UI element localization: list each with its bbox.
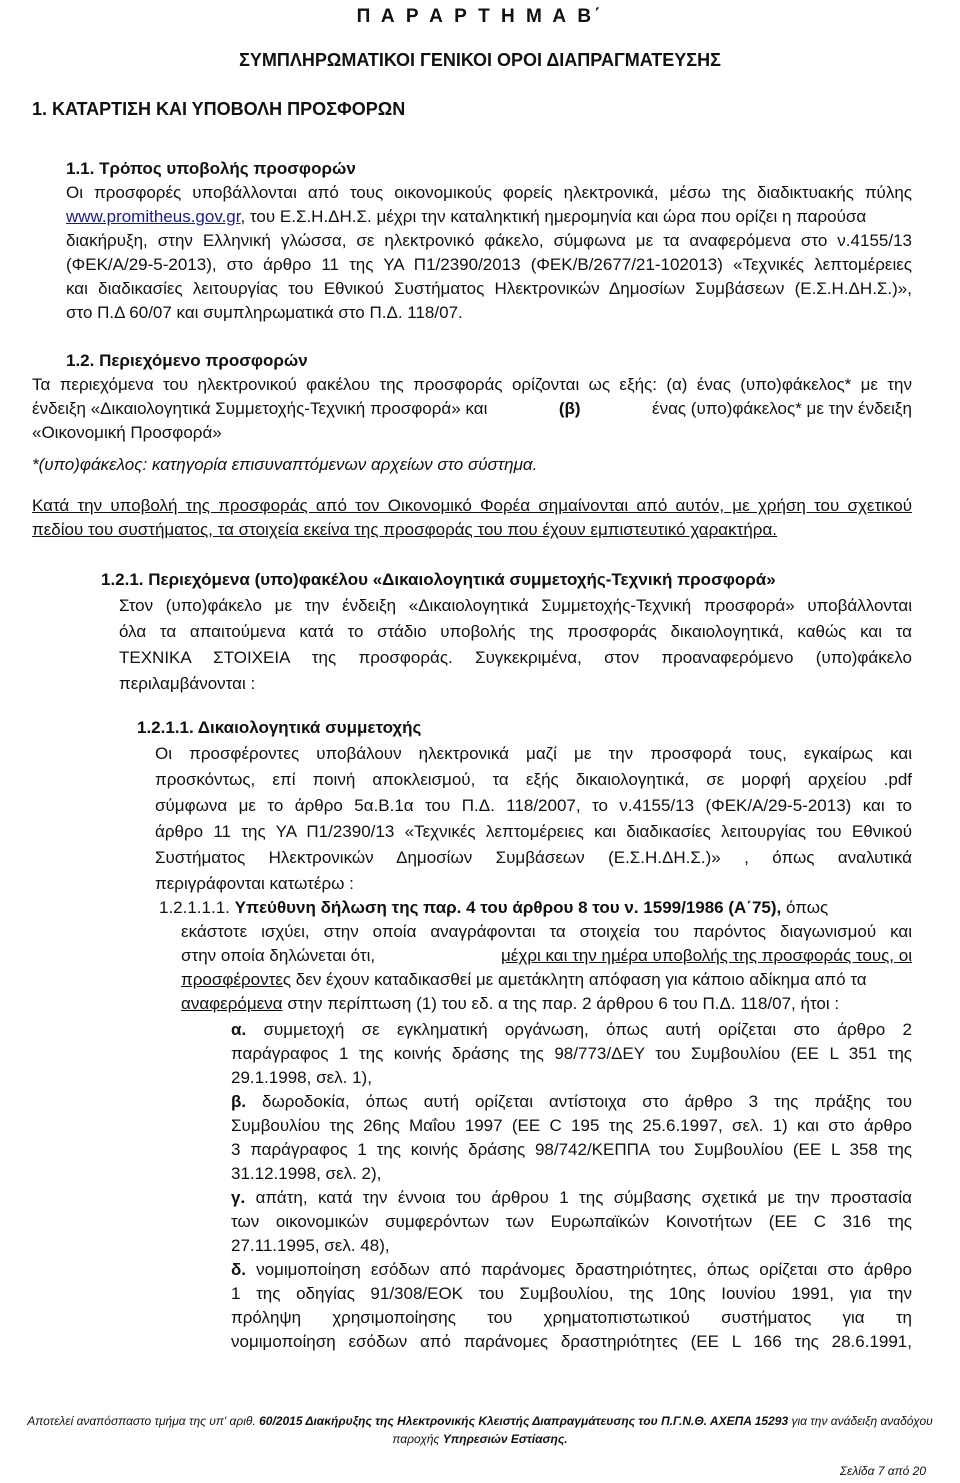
- paragraph-line: εκάστοτε ισχύει, στην οποία αναγράφονται τα στοιχεία του παρόντος διαγωνισμού και: [181, 922, 912, 941]
- footer-line: [0, 1413, 960, 1429]
- paragraph-line: [181, 992, 912, 1016]
- paragraph-text: νομιμοποίηση εσόδων από παράνομες δραστηριότητες, όπως ορίζεται στο άρθρο: [246, 1260, 912, 1279]
- paragraph-line: Οι προσφορές υποβάλλονται από τους οικονομικούς φορείς ηλεκτρονικά, μέσω της διαδικτυακής πύλης: [66, 183, 912, 202]
- paragraph-line: 31.12.1998, σελ. 2),: [231, 1164, 382, 1183]
- paragraph-text: στην οποία δηλώνεται ότι,: [181, 946, 376, 965]
- section-1-heading: 1. ΚΑΤΑΡΤΙΣΗ ΚΑΙ ΥΠΟΒΟΛΗ ΠΡΟΣΦΟΡΩΝ: [32, 99, 406, 119]
- paragraph-line: [181, 944, 912, 968]
- paragraph-line: 3 παράγραφος 1 της κοινής δράσης 98/742/ΚΕΠΠΑ του Συμβουλίου (ΕΕ L 358 της: [231, 1140, 912, 1159]
- list-item: [231, 1018, 912, 1042]
- paragraph-line: Συμβουλίου της 26ης Μαΐου 1997 (ΕΕ C 195 της 25.6.1997, σελ. 1) και στο άρθρο: [231, 1116, 912, 1135]
- paragraph-line: Τα περιεχόμενα του ηλεκτρονικού φακέλου της προσφοράς ορίζονται ως εξής: (α) ένας (υπο)φάκελος* με την: [32, 375, 912, 394]
- paragraph-text: ένας (υπο)φάκελος* με την ένδειξη: [651, 399, 912, 418]
- paragraph-line: περιγράφονται κατωτέρω :: [155, 874, 354, 893]
- footer-text: 60/2015: [259, 1414, 303, 1428]
- list-item: [231, 1090, 912, 1114]
- paragraph-line: 29.1.1998, σελ. 1),: [231, 1068, 372, 1087]
- promitheus-link[interactable]: www.promitheus.gov.gr: [66, 207, 241, 226]
- section-1-2-1-heading: 1.2.1. Περιεχόμενα (υπο)φακέλου «Δικαιολογητικά συμμετοχής-Τεχνική προσφορά»: [101, 570, 776, 589]
- footer-text: 15293: [754, 1414, 789, 1428]
- list-item: [231, 1258, 912, 1282]
- paragraph-line: παράγραφος 1 της κοινής δράσης της 98/773/ΔΕΥ του Συμβουλίου (ΕΕ L 351 της: [231, 1044, 912, 1063]
- paragraph-text: ένδειξη «Δικαιολογητικά Συμμετοχής-Τεχνική προσφορά» και: [32, 399, 488, 418]
- paragraph-text: ς δεν έχουν καταδικασθεί με αμετάκλητη απόφαση για κάποιο αδίκημα από τα: [282, 970, 867, 989]
- paragraph-text: συμμετοχή σε εγκληματική οργάνωση, όπως αυτή ορίζεται στο άρθρο 2: [246, 1020, 912, 1039]
- paragraph-line: άρθρο 11 της ΥΑ Π1/2390/13 «Τεχνικές λεπτομέρειες και διαδικασίες λειτουργίας του Εθνικού: [155, 822, 912, 841]
- footer-text: Αποτελεί αναπόσπαστο τμήμα της υπ' αριθ.: [27, 1414, 260, 1428]
- paragraph-line: όλα τα απαιτούμενα κατά το στάδιο υποβολής της προσφοράς δικαιολογητικά, καθώς και τα: [119, 622, 912, 641]
- paragraph-text: στην περίπτωση (1) του εδ. α της παρ. 2 άρθρου 6 του Π.Δ. 118/07, ήτοι :: [282, 994, 840, 1013]
- section-1-2-heading: 1.2. Περιεχόμενο προσφορών: [66, 351, 308, 370]
- paragraph-text: όπως: [781, 898, 829, 917]
- clause-number: 1.2.1.1.1.: [159, 898, 230, 917]
- paragraph-line: [159, 896, 912, 920]
- footnote-line: *(υπο)φάκελος: κατηγορία επισυναπτόμενων αρχείων στο σύστημα.: [32, 455, 538, 474]
- item-label: α.: [231, 1020, 247, 1039]
- paragraph-line: στο Π.Δ 60/07 και συμπληρωματικά στο Π.Δ. 118/07.: [66, 303, 463, 322]
- footer-text: για την ανάδειξη αναδόχου: [788, 1414, 933, 1428]
- underlined-text: αναφερόμενα: [181, 994, 283, 1013]
- section-1-2-1-1-heading: 1.2.1.1. Δικαιολογητικά συμμετοχής: [137, 718, 422, 737]
- paragraph-line: 27.11.1995, σελ. 48),: [231, 1236, 390, 1255]
- paragraph-line: Στον (υπο)φάκελο με την ένδειξη «Δικαιολογητικά Συμμετοχής-Τεχνική προσφορά» υποβάλλονται: [119, 596, 912, 615]
- paragraph-text: , του Ε.Σ.Η.ΔΗ.Σ. μέχρι την καταληκτική ημερομηνία και ώρα που ορίζει η παρούσα: [240, 207, 867, 226]
- paragraph-line: νομιμοποίηση εσόδων από παράνομες δραστηριότητες (ΕΕ L 166 της 28.6.1991,: [231, 1332, 912, 1351]
- paragraph-line: ΤΕΧΝΙΚΑ ΣΤΟΙΧΕΙΑ της προσφοράς. Συγκεκριμένα, στον προαναφερόμενο (υπο)φάκελο: [119, 648, 912, 667]
- paragraph-line: περιλαμβάνονται :: [119, 674, 256, 693]
- footer-text: Διακήρυξης της Ηλεκτρονικής Κλειστής Διαπραγμάτευσης του Π.Γ.Ν.Θ. ΑΧΕΠΑ: [302, 1414, 755, 1428]
- paragraph-line: (ΦΕΚ/Α/29-5-2013), στο άρθρο 11 της ΥΑ Π1/2390/2013 (ΦΕΚ/Β/2677/21-102013) «Τεχνικές λεπτομέρειες: [66, 255, 912, 274]
- paragraph-line: [66, 205, 912, 229]
- paragraph-line: σύμφωνα με το άρθρο 5α.Β.1α του Π.Δ. 118/2007, το ν.4155/13 (ΦΕΚ/Α/29-5-2013) και το: [155, 796, 912, 815]
- clause-title: Υπεύθυνη δήλωση της παρ. 4 του άρθρου 8 του ν. 1599/1986 (Α΄75),: [234, 898, 782, 917]
- paragraph-line: [181, 968, 912, 992]
- underlined-text: μέχρι και την ημέρα υποβολής της προσφοράς τους, οι: [501, 946, 912, 965]
- underlined-line: πεδίου του συστήματος, τα στοιχεία εκείνα της προσφοράς του που έχουν εμπιστευτικό χαρακτήρα.: [32, 520, 778, 539]
- item-label: β.: [231, 1092, 247, 1111]
- footer-text: παροχής: [392, 1432, 443, 1446]
- annex-title: Π Α Ρ Α Ρ Τ Η Μ Α Β΄: [356, 6, 604, 27]
- paragraph-line: 1 της οδηγίας 91/308/ΕΟΚ του Συμβουλίου, της 10ης Ιουνίου 1991, για την: [231, 1284, 912, 1303]
- list-item: [231, 1186, 912, 1210]
- paragraph-line: [32, 397, 912, 421]
- paragraph-line: Συστήματος Ηλεκτρονικών Δημοσίων Συμβάσεων (Ε.Σ.Η.ΔΗ.Σ.)» , όπως αναλυτικά: [155, 848, 912, 867]
- terms-title: ΣΥΜΠΛΗΡΩΜΑΤΙΚΟΙ ΓΕΝΙΚΟΙ ΟΡΟΙ ΔΙΑΠΡΑΓΜΑΤΕΥΣΗΣ: [239, 50, 721, 70]
- paragraph-text: δωροδοκία, όπως αυτή ορίζεται αντίστοιχα στο άρθρο 3 της πράξης του: [246, 1092, 912, 1111]
- underlined-text: προσφέροντε: [181, 970, 283, 989]
- footer-text: Υπηρεσιών Εστίασης.: [442, 1432, 568, 1446]
- paragraph-line: «Οικονομική Προσφορά»: [32, 423, 222, 442]
- item-label: δ.: [231, 1260, 247, 1279]
- underlined-line: Κατά την υποβολή της προσφοράς από τον Οικονομικό Φορέα σημαίνονται από αυτόν, με χρήση του σχετικού: [32, 496, 912, 515]
- paragraph-line: Οι προσφέροντες υποβάλουν ηλεκτρονικά μαζί με την προσφορά τους, εγκαίρως και: [155, 744, 912, 763]
- section-1-1-heading: 1.1. Τρόπος υποβολής προσφορών: [66, 159, 356, 178]
- page-number: Σελίδα 7 από 20: [839, 1464, 926, 1478]
- paragraph-line: προσκόντως, επί ποινή αποκλεισμού, τα εξής δικαιολογητικά, σε μορφή αρχείου .pdf: [155, 770, 912, 789]
- paragraph-line: και διαδικασίες λειτουργίας του Εθνικού Συστήματος Ηλεκτρονικών Δημοσίων Συμβάσεων (Ε.Σ.Η.ΔΗ.Σ.)»,: [66, 279, 912, 298]
- paragraph-line: των οικονομικών συμφερόντων των Ευρωπαϊκών Κοινοτήτων (ΕΕ C 316 της: [231, 1212, 912, 1231]
- footer-line: [0, 1431, 960, 1447]
- paragraph-line: πρόληψη χρησιμοποίησης του χρηματοπιστωτικού συστήματος για τη: [231, 1308, 912, 1327]
- item-label: γ.: [231, 1188, 246, 1207]
- paragraph-line: διακήρυξη, στην Ελληνική γλώσσα, σε ηλεκτρονικό φάκελο, σύμφωνα με τα αναφερόμενα στο ν.4155/13: [66, 231, 912, 250]
- paragraph-text: απάτη, κατά την έννοια του άρθρου 1 της σύμβασης σχετικά με την προστασία: [245, 1188, 912, 1207]
- paragraph-text: (β): [558, 399, 581, 418]
